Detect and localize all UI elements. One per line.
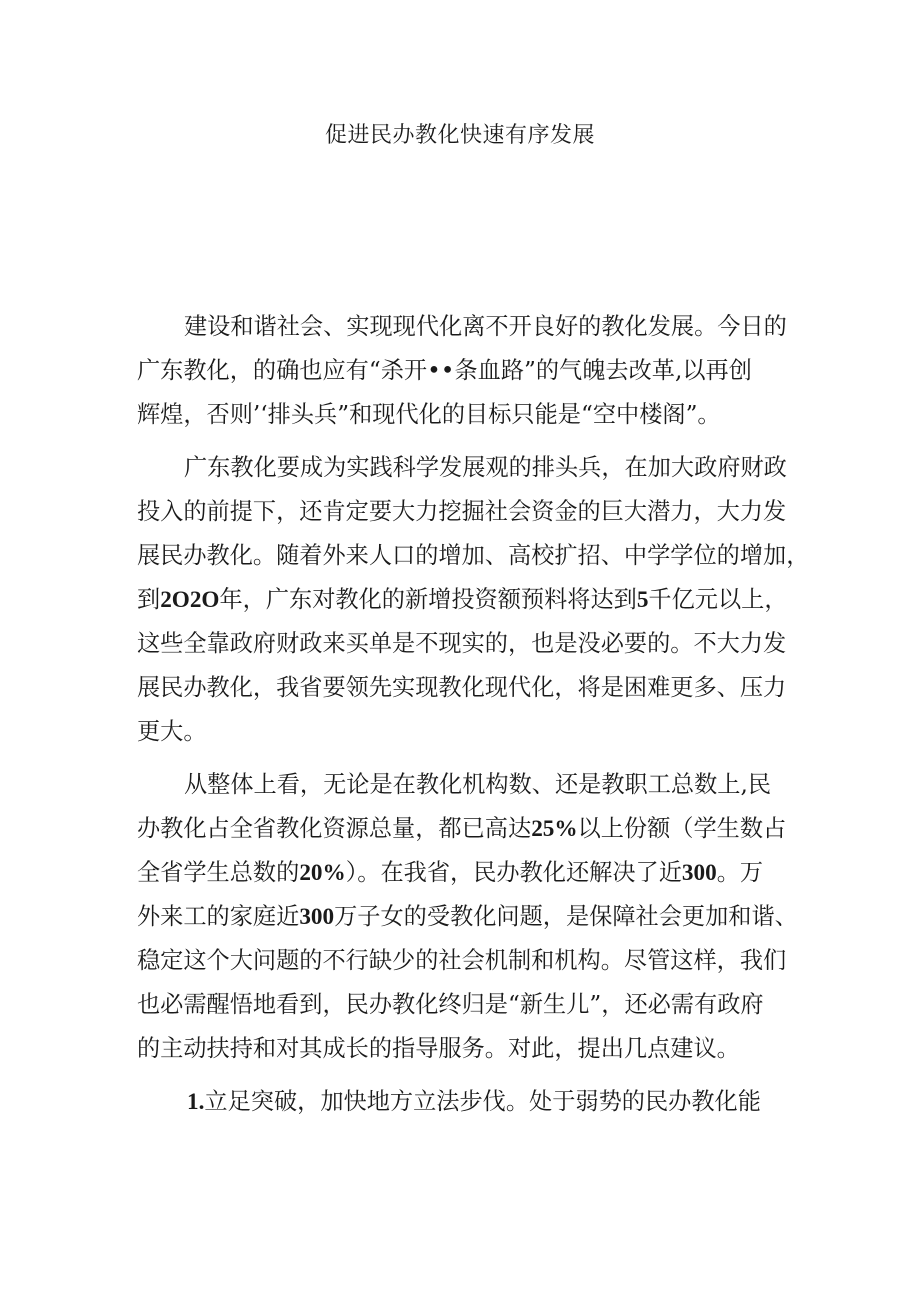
text-line: 展民办教化。随着外来人口的增加、高校扩招、中学学位的增加， bbox=[137, 542, 810, 569]
text-run: 外来工的家庭近 bbox=[137, 903, 300, 930]
text-line bbox=[137, 807, 797, 851]
text-run: ）。在我省，民办教化还解决了近 bbox=[345, 859, 682, 886]
text-run: 。万 bbox=[716, 859, 764, 886]
text-line: 建设和谐社会、实现现代化离不开良好的教化发展。今日的 bbox=[184, 313, 787, 340]
text-run: 全省学生总数的 bbox=[137, 859, 300, 886]
percent-number: 20% bbox=[299, 860, 346, 886]
text-line: 也必需醒悟地看到，民办教化终归是“新生儿”，还必需有政府 bbox=[137, 991, 764, 1018]
text-line: 更大。 bbox=[137, 718, 207, 745]
text-line: 这些全靠政府财政来买单是不现实的，也是没必要的。不大力发 bbox=[137, 630, 787, 657]
list-item-line bbox=[137, 1080, 797, 1124]
text-line: 辉煌，否则’‘排头兵”和现代化的目标只能是“空中楼阁”。 bbox=[137, 401, 721, 428]
text-run: 以上份额（学生数占 bbox=[577, 815, 787, 842]
paragraph-1 bbox=[137, 305, 797, 437]
text-line bbox=[137, 895, 797, 939]
text-run: 万子女的受教化问题，是保障社会更加和谐、 bbox=[334, 903, 798, 930]
text-line: 广东教化，的确也应有“杀开••条血路”的气魄去改革,以再创 bbox=[137, 357, 752, 384]
text-run: 到 bbox=[137, 586, 161, 613]
text-line: 从整体上看，无论是在教化机构数、还是教职工总数上,民 bbox=[184, 771, 772, 798]
amount-number: 5 bbox=[636, 587, 649, 613]
text-line bbox=[137, 851, 797, 895]
text-run: 年，广东对教化的新增投资额预料将达到 bbox=[219, 586, 637, 613]
count-number: 300 bbox=[299, 904, 335, 930]
text-run: 办教化占全省教化资源总量，都已高达 bbox=[137, 815, 532, 842]
text-run: 千亿元以上， bbox=[648, 586, 788, 613]
paragraph-2 bbox=[137, 446, 810, 754]
text-line: 稳定这个大问题的不行缺少的社会机制和机构。尽管这样，我们 bbox=[137, 947, 787, 974]
document-body bbox=[137, 305, 810, 1124]
year-number: 2O2O bbox=[160, 587, 220, 613]
text-line bbox=[137, 578, 797, 622]
text-line: 投入的前提下，还肯定要大力挖掘社会资金的巨大潜力，大力发 bbox=[137, 498, 787, 525]
text-line: 展民办教化，我省要领先实现教化现代化，将是困难更多、压力 bbox=[137, 674, 787, 701]
text-run: 立足突破，加快地方立法步伐。处于弱势的民办教化能 bbox=[204, 1088, 761, 1115]
text-line: 广东教化要成为实践科学发展观的排头兵，在加大政府财政 bbox=[184, 454, 787, 481]
item-number: 1. bbox=[187, 1089, 205, 1115]
document-title: 促进民办教化快速有序发展 bbox=[324, 123, 595, 148]
paragraph-3 bbox=[137, 763, 797, 1071]
text-line: 的主动扶持和对其成长的指导服务。对此，提出几点建议。 bbox=[137, 1035, 740, 1062]
percent-number: 25% bbox=[531, 816, 578, 842]
paragraph-4 bbox=[137, 1080, 797, 1124]
count-number: 300 bbox=[681, 860, 717, 886]
